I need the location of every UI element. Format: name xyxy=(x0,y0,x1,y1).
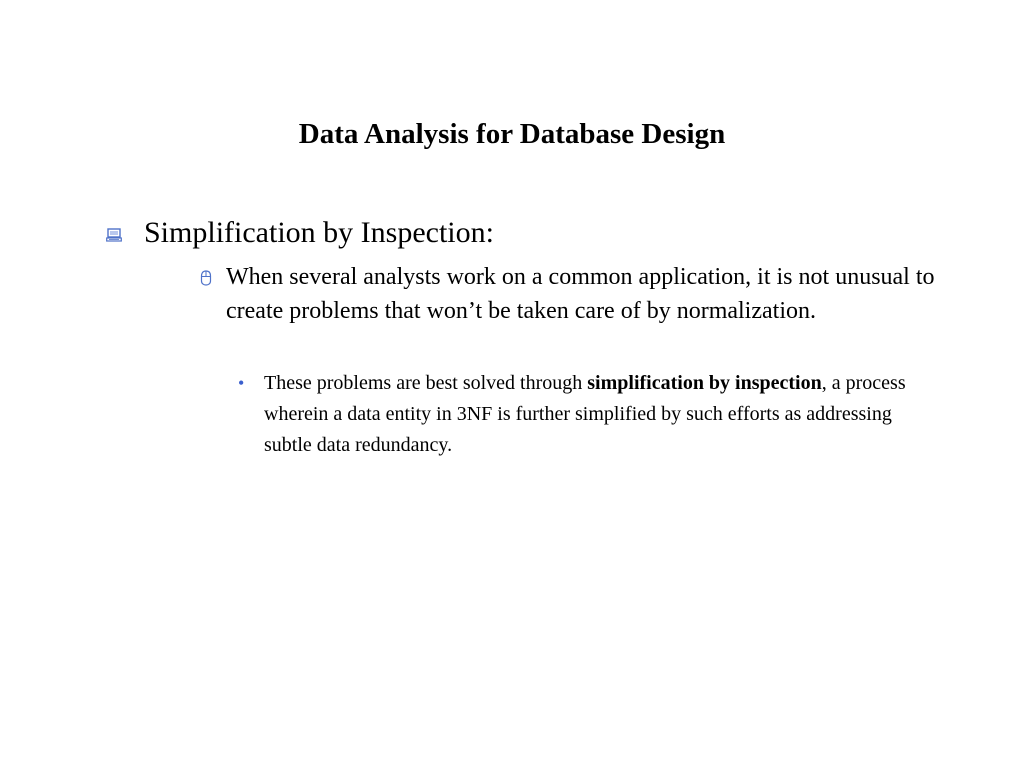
mouse-icon xyxy=(200,260,226,291)
bullet-level-1 xyxy=(106,212,956,254)
subpoint-lead: These problems are best solved through xyxy=(264,372,588,394)
slide-title: Data Analysis for Database Design xyxy=(298,118,726,150)
computer-icon xyxy=(106,212,144,247)
subpoint-term: simplification by inspection xyxy=(587,372,822,394)
bullet-level-2 xyxy=(200,260,960,328)
subpoint-rest: , a process wherein a data entity in 3NF is further simplified by such efforts as addressing subtle data redundancy. xyxy=(264,372,906,456)
bullet-subpoint xyxy=(264,368,924,461)
dot-bullet-icon: • xyxy=(238,373,245,393)
bullet-point: When several analysts work on a common application, it is not unusual to create problems that won’t be taken care of by normalization. xyxy=(226,264,935,324)
bullet-heading: Simplification by Inspection: xyxy=(144,216,494,249)
bullet-level-3 xyxy=(238,368,938,461)
